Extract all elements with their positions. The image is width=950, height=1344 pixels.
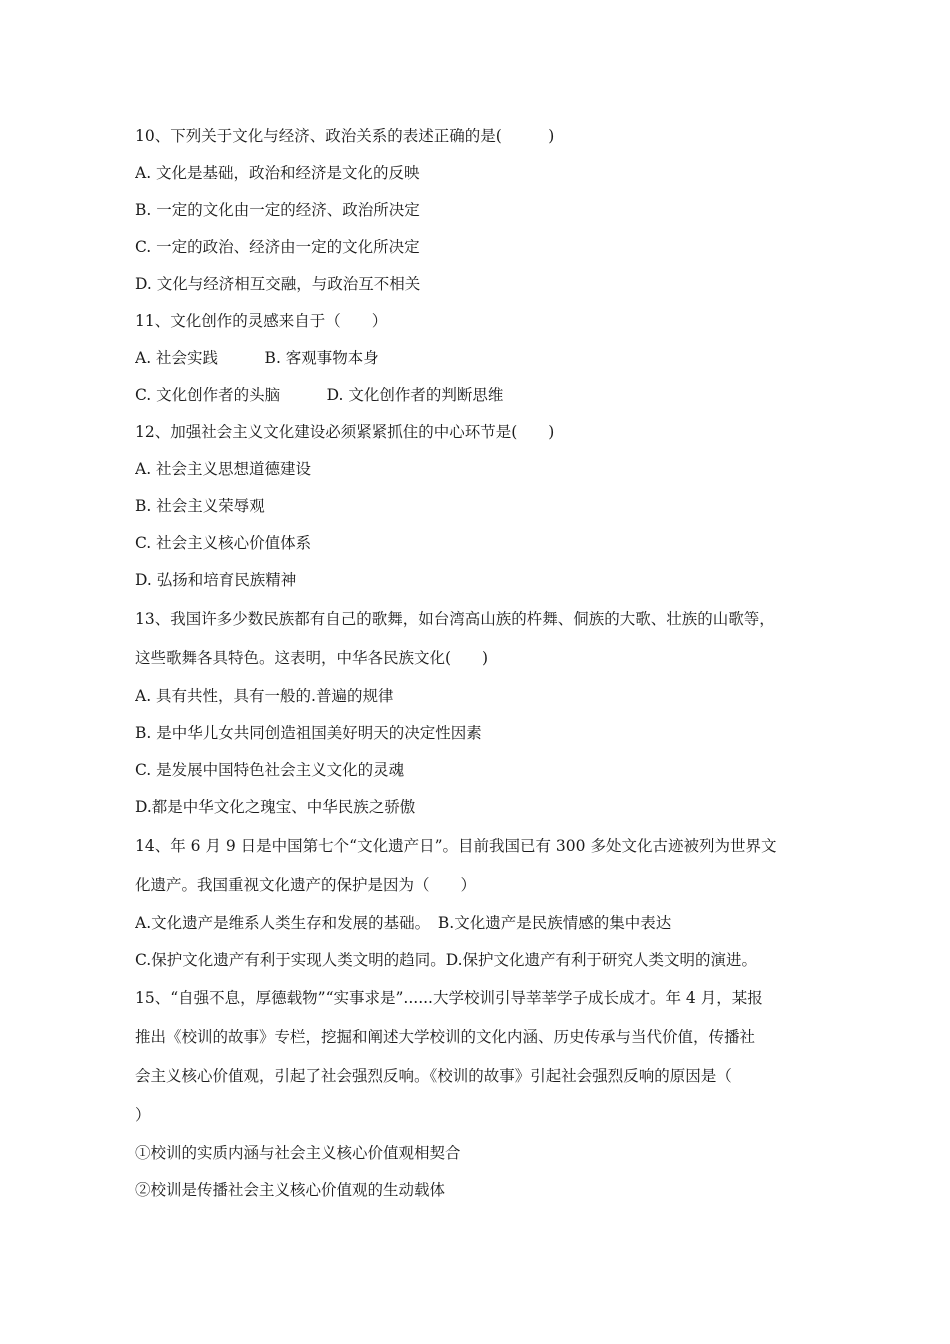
- question-11-options-ab: A. 社会实践 B. 客观事物本身: [135, 349, 379, 367]
- question-12-option-c: C. 社会主义核心价值体系: [135, 534, 312, 552]
- question-15-stem-line-1: 15、“自强不息，厚德载物”“实事求是”......大学校训引导莘莘学子成长成才。年 4 月，某报: [135, 989, 763, 1007]
- question-10-option-b: B. 一定的文化由一定的经济、政治所决定: [135, 201, 420, 219]
- question-12-option-a: A. 社会主义思想道德建设: [135, 460, 312, 478]
- question-15-stem-line-3: 会主义核心价值观，引起了社会强烈反响。《校训的故事》引起社会强烈反响的原因是（: [135, 1067, 732, 1085]
- question-10-stem: 10、下列关于文化与经济、政治关系的表述正确的是( ): [135, 127, 555, 145]
- question-14-options-ab: A.文化遗产是维系人类生存和发展的基础。 B.文化遗产是民族情感的集中表达: [135, 914, 672, 932]
- question-15-statement-1: ①校训的实质内涵与社会主义核心价值观相契合: [135, 1144, 461, 1162]
- question-12-option-d: D. 弘扬和培育民族精神: [135, 571, 297, 589]
- question-14-stem-line-2: 化遗产。我国重视文化遗产的保护是因为（ ）: [135, 876, 477, 894]
- question-15-stem-line-4: ）: [135, 1106, 151, 1124]
- question-10-option-d: D. 文化与经济相互交融，与政治互不相关: [135, 275, 421, 293]
- question-13-stem-line-1: 13、我国许多少数民族都有自己的歌舞，如台湾高山族的杵舞、侗族的大歌、壮族的山歌等，: [135, 610, 775, 628]
- question-14-stem-line-1: 14、年 6 月 9 日是中国第七个“文化遗产日”。目前我国已有 300 多处文化古迹被列为世界文: [135, 837, 777, 855]
- question-13-option-c: C. 是发展中国特色社会主义文化的灵魂: [135, 761, 405, 779]
- question-10-option-a: A. 文化是基础，政治和经济是文化的反映: [135, 164, 420, 182]
- question-13-option-b: B. 是中华儿女共同创造祖国美好明天的决定性因素: [135, 724, 482, 742]
- question-15-statement-2: ②校训是传播社会主义核心价值观的生动载体: [135, 1181, 446, 1199]
- question-14-options-cd: C.保护文化遗产有利于实现人类文明的趋同。D.保护文化遗产有利于研究人类文明的演进。: [135, 951, 758, 969]
- question-11-stem: 11、文化创作的灵感来自于（ ）: [135, 312, 388, 330]
- question-10-option-c: C. 一定的政治、经济由一定的文化所决定: [135, 238, 420, 256]
- question-11-options-cd: C. 文化创作者的头脑 D. 文化创作者的判断思维: [135, 386, 504, 404]
- question-12-stem: 12、加强社会主义文化建设必须紧紧抓住的中心环节是( ): [135, 423, 555, 441]
- question-13-stem-line-2: 这些歌舞各具特色。这表明，中华各民族文化( ): [135, 649, 489, 667]
- question-13-option-a: A. 具有共性，具有一般的.普遍的规律: [135, 687, 394, 705]
- question-13-option-d: D.都是中华文化之瑰宝、中华民族之骄傲: [135, 798, 416, 816]
- question-12-option-b: B. 社会主义荣辱观: [135, 497, 265, 515]
- question-15-stem-line-2: 推出《校训的故事》专栏，挖掘和阐述大学校训的文化内涵、历史传承与当代价值，传播社: [135, 1028, 756, 1046]
